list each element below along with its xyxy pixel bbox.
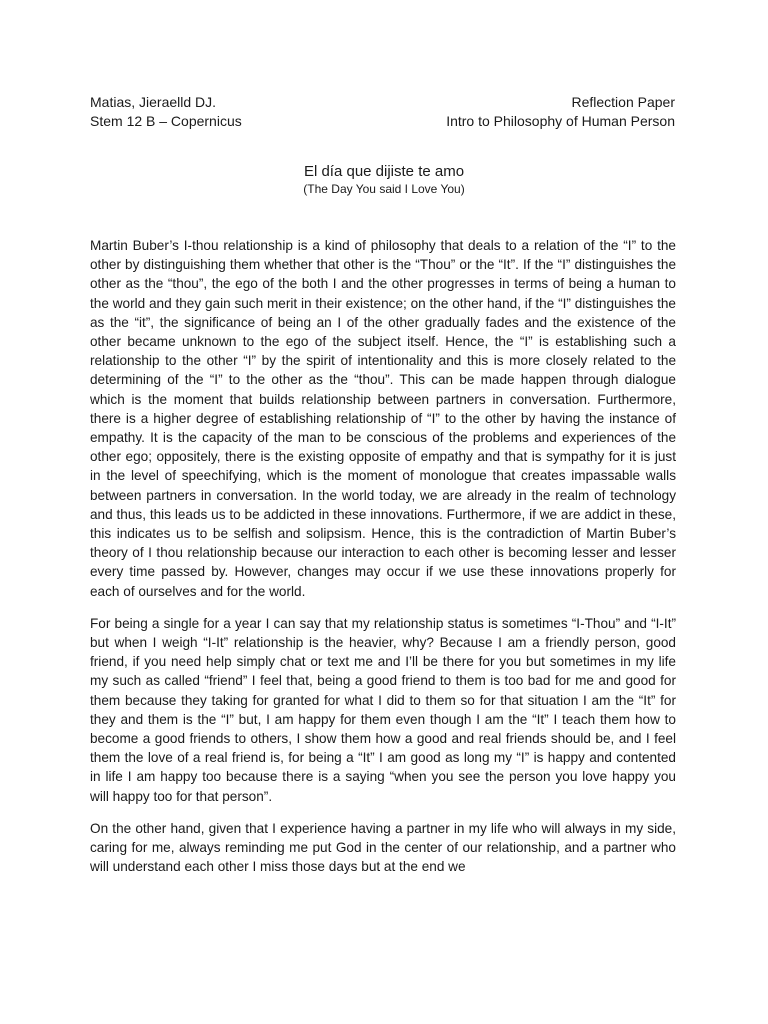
document-subtitle: (The Day You said I Love You) — [303, 182, 465, 196]
author-name: Matias, Jieraelld DJ. — [90, 94, 217, 110]
document-title: El día que dijiste te amo — [303, 163, 465, 180]
header — [90, 93, 675, 131]
paragraph: On the other hand, given that I experience having a partner in my life who will always in my side, caring for me, always reminding me put God in the center of our relationship, and a partner who will understand each other I miss those days but at the end we — [90, 820, 676, 875]
course-name: Intro to Philosophy of Human Person — [446, 113, 675, 129]
section-name: Stem 12 B – Copernicus — [90, 113, 242, 129]
doc-type: Reflection Paper — [571, 94, 675, 110]
header-row-2 — [90, 112, 675, 131]
paragraph: For being a single for a year I can say that my relationship status is sometimes “I-Thou” and “I-It” but when I weigh “I-It” relationship is the heavier, why? Because I am a friendly person, good friend, if you need help simply chat or text me and I’ll be there for you but sometimes in my life my such as called “friend” I feel that, being a good friend to them is too bad for me and good for them because they taking for granted for what I did to them so for that situation I am the “It” for they and them is the “I” but, I am happy for them even though I am the “It” I teach them how to become a good friends to others, I show them how a good and real friends should be, and I feel them the love of a real friend is, for being a “It” I am good as long my “I” is happy and contented in life I am happy too because there is a saying “when you see the person you love happy you will happy too for that person”. — [90, 615, 676, 804]
paragraph: Martin Buber’s I-thou relationship is a kind of philosophy that deals to a relation of the “I” to the other by distinguishing them whether that other is the “Thou” or the “It”. If the “I” distinguishes the other as the “thou”, the ego of the both I and the other progresses in terms of being a human to the world and they gain such merit in their existence; on the other hand, if the “I” distinguishes the as the “it”, the significance of being an I of the other gradually fades and the existence of the other became unknown to the ego of the subject itself. Hence, the “I” is establishing such a relationship to the other “I” by the spirit of intentionality and this is more closely related to the determining of the “I” to the other as the “thou”. This can be made happen through dialogue which is the moment that builds relationship between partners in conversation. Furthermore, there is a higher degree of establishing relationship of “I” to the other by having the instance of empathy. It is the capacity of the man to be conscious of the problems and experiences of the other ego; oppositely, there is the existing opposite of empathy and that is sympathy for it is just in the level of speechifying, which is the moment of monologue that creates impassable walls between partners in conversation. In the world today, we are already in the realm of technology and thus, this leads us to be addicted in these innovations. Furthermore, if we are addict in these, this indicates us to be selfish and solipsism. Hence, this is the contradiction of Martin Buber’s theory of I thou relationship because our interaction to each other is becoming lesser and lesser every time passed by. However, changes may occur if we use these innovations properly for each of ourselves and for the world. — [90, 238, 676, 599]
header-row-1 — [90, 93, 675, 112]
title-block — [0, 162, 768, 197]
body-text — [90, 236, 676, 890]
